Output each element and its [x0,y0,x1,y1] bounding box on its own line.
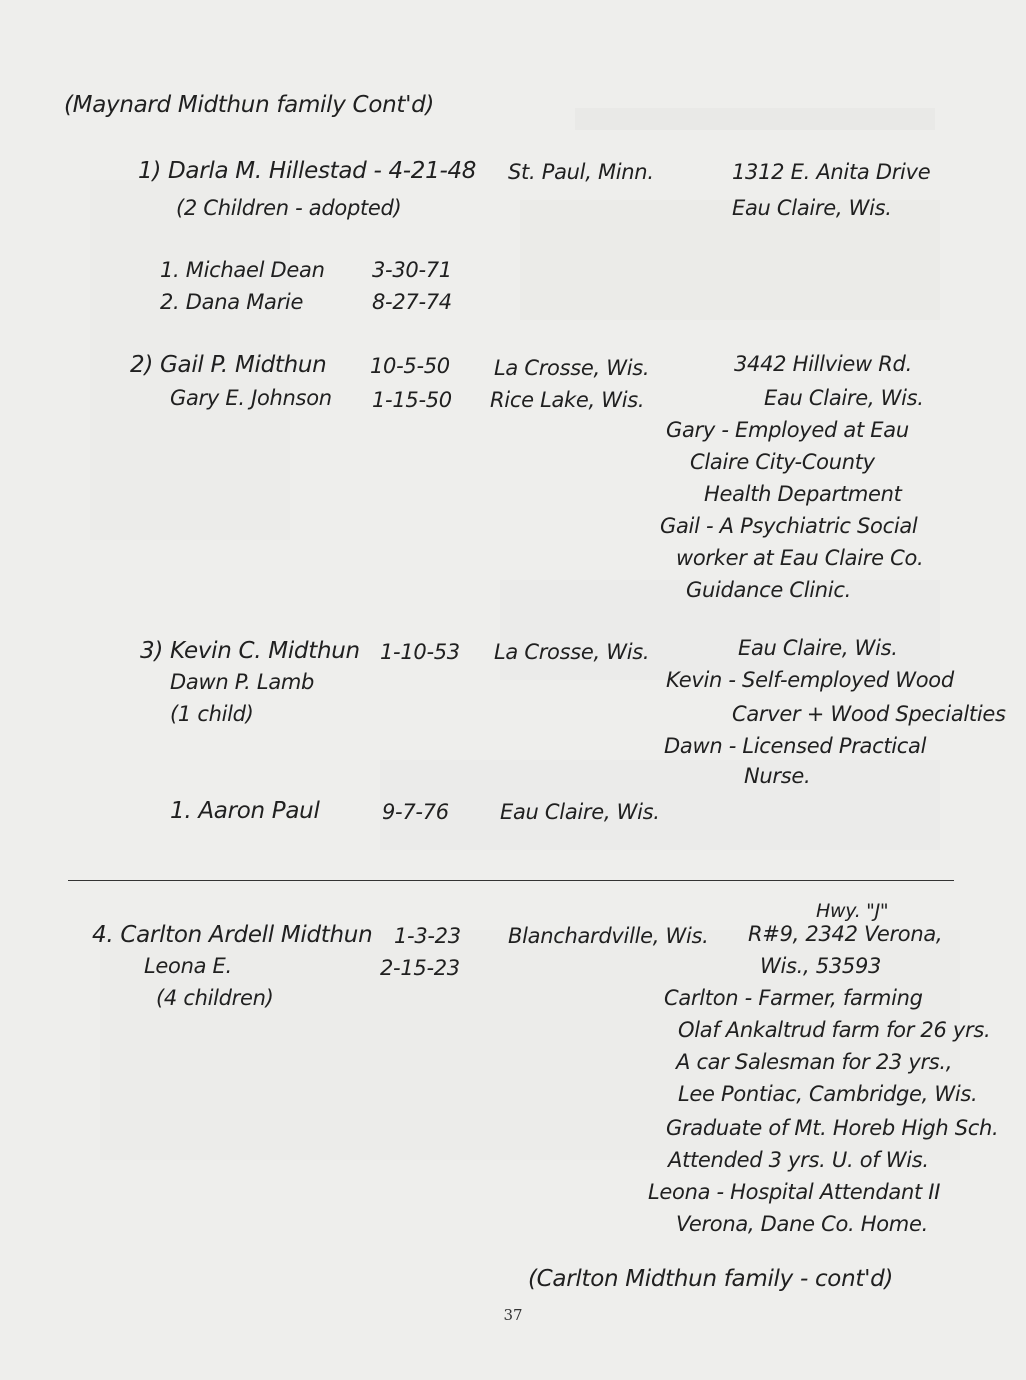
entry-4-note-4: Lee Pontiac, Cambridge, Wis. [678,1082,978,1106]
page-number: 37 [503,1306,523,1324]
entry-4-note-7: Leona - Hospital Attendant II [648,1180,941,1204]
entry-1-child-2-date: 8-27-74 [372,290,452,314]
entry-4-address: R#9, 2342 Verona, [748,922,943,946]
entry-2-spouse-name: Gary E. Johnson [170,386,332,410]
entry-2-note-5: worker at Eau Claire Co. [676,546,924,570]
entry-3-note-4: Nurse. [744,764,811,788]
entry-1-note: (2 Children - adopted) [176,196,402,220]
entry-3-note-1: Kevin - Self-employed Wood [666,668,954,692]
entry-1-child-2-name: 2. Dana Marie [160,290,304,314]
entry-1-city: Eau Claire, Wis. [732,196,892,220]
entry-4-continued: (Carlton Midthun family - cont'd) [528,1266,894,1292]
entry-4-name: 4. Carlton Ardell Midthun [92,922,373,948]
entry-2-note-4: Gail - A Psychiatric Social [660,514,918,538]
divider-line [68,880,954,881]
entry-2-note-2: Claire City-County [690,450,875,474]
entry-4-zip: Wis., 53593 [760,954,882,978]
entry-3-name: 3) Kevin C. Midthun [140,638,360,664]
entry-1-child-1-date: 3-30-71 [372,258,452,282]
entry-4-highway: Hwy. "J" [816,900,889,922]
entry-3-child-1-date: 9-7-76 [382,800,449,824]
entry-3-place: La Crosse, Wis. [494,640,650,664]
entry-4-spouse-name: Leona E. [144,954,232,978]
entry-2-spouse-date: 1-15-50 [372,388,452,412]
entry-3-date: 1-10-53 [380,640,460,664]
entry-3-note-2: Carver + Wood Specialties [732,702,1006,726]
entry-4-spouse-date: 2-15-23 [380,956,460,980]
entry-2-date: 10-5-50 [370,354,450,378]
entry-1-address: 1312 E. Anita Drive [732,160,931,184]
entry-2-place: La Crosse, Wis. [494,356,650,380]
entry-2-note-6: Guidance Clinic. [686,578,851,602]
entry-1-place: St. Paul, Minn. [508,160,654,184]
page-header: (Maynard Midthun family Cont'd) [64,92,435,118]
entry-4-note-8: Verona, Dane Co. Home. [676,1212,928,1236]
entry-3-spouse-name: Dawn P. Lamb [170,670,315,694]
entry-4-note-1: Carlton - Farmer, farming [664,986,923,1010]
entry-1-name: 1) Darla M. Hillestad - 4-21-48 [138,158,477,184]
entry-3-note-3: Dawn - Licensed Practical [664,734,927,758]
entry-4-date: 1-3-23 [394,924,461,948]
entry-2-name: 2) Gail P. Midthun [130,352,327,378]
entry-1-child-1-name: 1. Michael Dean [160,258,325,282]
entry-4-place: Blanchardville, Wis. [508,924,709,948]
entry-4-note-5: Graduate of Mt. Horeb High Sch. [666,1116,999,1140]
entry-2-note-3: Health Department [704,482,902,506]
entry-3-child-1-name: 1. Aaron Paul [170,798,320,824]
entry-3-child-1-place: Eau Claire, Wis. [500,800,660,824]
entry-2-address: 3442 Hillview Rd. [734,352,912,376]
entry-4-note-6: Attended 3 yrs. U. of Wis. [668,1148,929,1172]
entry-2-spouse-place: Rice Lake, Wis. [490,388,645,412]
entry-2-city: Eau Claire, Wis. [764,386,924,410]
entry-4-note-3: A car Salesman for 23 yrs., [676,1050,953,1074]
entry-3-city: Eau Claire, Wis. [738,636,898,660]
entry-4-child-note: (4 children) [156,986,274,1010]
entry-4-note-2: Olaf Ankaltrud farm for 26 yrs. [678,1018,991,1042]
entry-2-note-1: Gary - Employed at Eau [666,418,909,442]
entry-3-child-note: (1 child) [170,702,254,726]
